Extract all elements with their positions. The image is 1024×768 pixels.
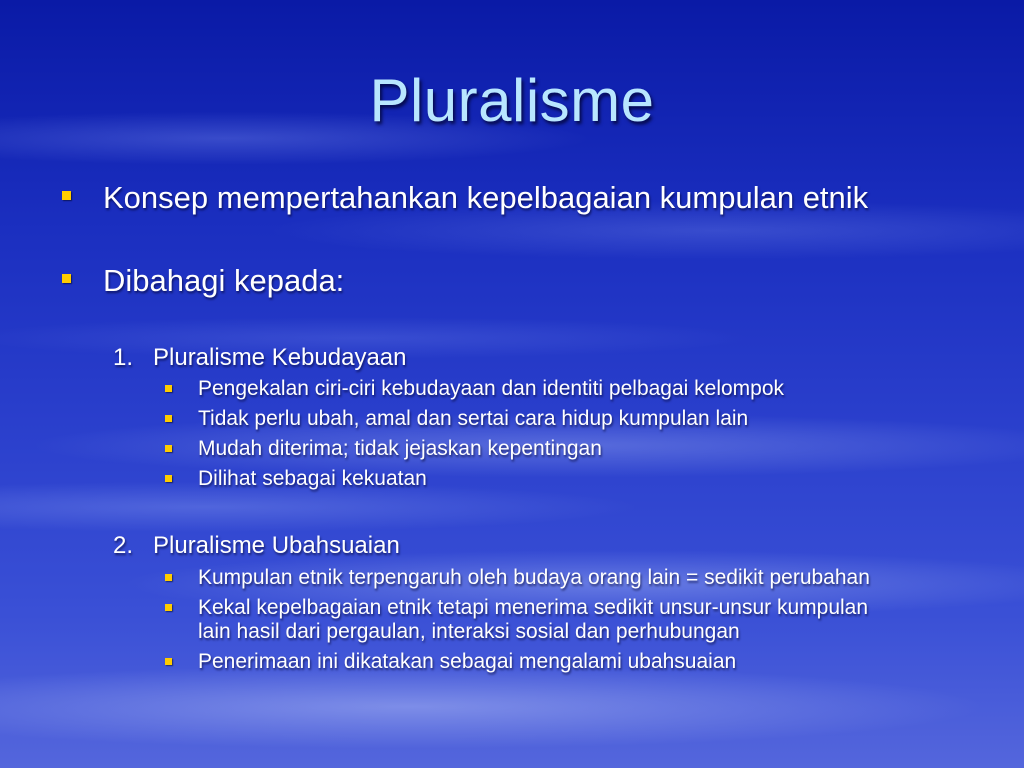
section-number: 1. xyxy=(113,344,134,371)
section-title: Pluralisme Ubahsuaian xyxy=(153,532,400,559)
list-item xyxy=(165,437,925,461)
bullet-dibahagi xyxy=(62,263,344,299)
list-item xyxy=(165,377,925,401)
list-item xyxy=(165,407,925,431)
list-item-text: Kekal kepelbagaian etnik tetapi menerima sedikit unsur-unsur kumpulan lain hasil dari pergaulan, interaksi sosial dan perhubungan xyxy=(198,596,869,643)
list-item-text: Dilihat sebagai kekuatan xyxy=(198,467,427,490)
list-item xyxy=(165,650,905,674)
square-bullet-icon xyxy=(62,274,71,283)
square-bullet-icon xyxy=(62,191,71,200)
list-item-text: Mudah diterima; tidak jejaskan kepentingan xyxy=(198,437,602,460)
bullet-konsep xyxy=(62,180,868,216)
square-bullet-icon xyxy=(165,475,172,482)
list-item xyxy=(165,566,905,590)
square-bullet-icon xyxy=(165,574,172,581)
square-bullet-icon xyxy=(165,385,172,392)
kebudayaan-list xyxy=(165,377,925,497)
bullet-text: Dibahagi kepada: xyxy=(103,263,345,298)
ubahsuaian-list xyxy=(165,566,905,680)
section-title: Pluralisme Kebudayaan xyxy=(153,344,407,371)
square-bullet-icon xyxy=(165,415,172,422)
section-number: 2. xyxy=(113,532,134,559)
section-heading-ubahsuaian xyxy=(113,532,400,560)
list-item-text: Kumpulan etnik terpengaruh oleh budaya orang lain = sedikit perubahan xyxy=(198,566,870,589)
bullet-text: Konsep mempertahankan kepelbagaian kumpulan etnik xyxy=(103,180,869,215)
square-bullet-icon xyxy=(165,604,172,611)
list-item-text: Penerimaan ini dikatakan sebagai mengalami ubahsuaian xyxy=(198,650,737,673)
square-bullet-icon xyxy=(165,445,172,452)
list-item-text: Tidak perlu ubah, amal dan sertai cara hidup kumpulan lain xyxy=(198,407,749,430)
slide-title: Pluralisme xyxy=(369,67,655,134)
list-item-text: Pengekalan ciri-ciri kebudayaan dan identiti pelbagai kelompok xyxy=(198,377,785,400)
list-item xyxy=(165,596,905,644)
section-heading-kebudayaan xyxy=(113,344,407,372)
square-bullet-icon xyxy=(165,658,172,665)
list-item xyxy=(165,467,925,491)
